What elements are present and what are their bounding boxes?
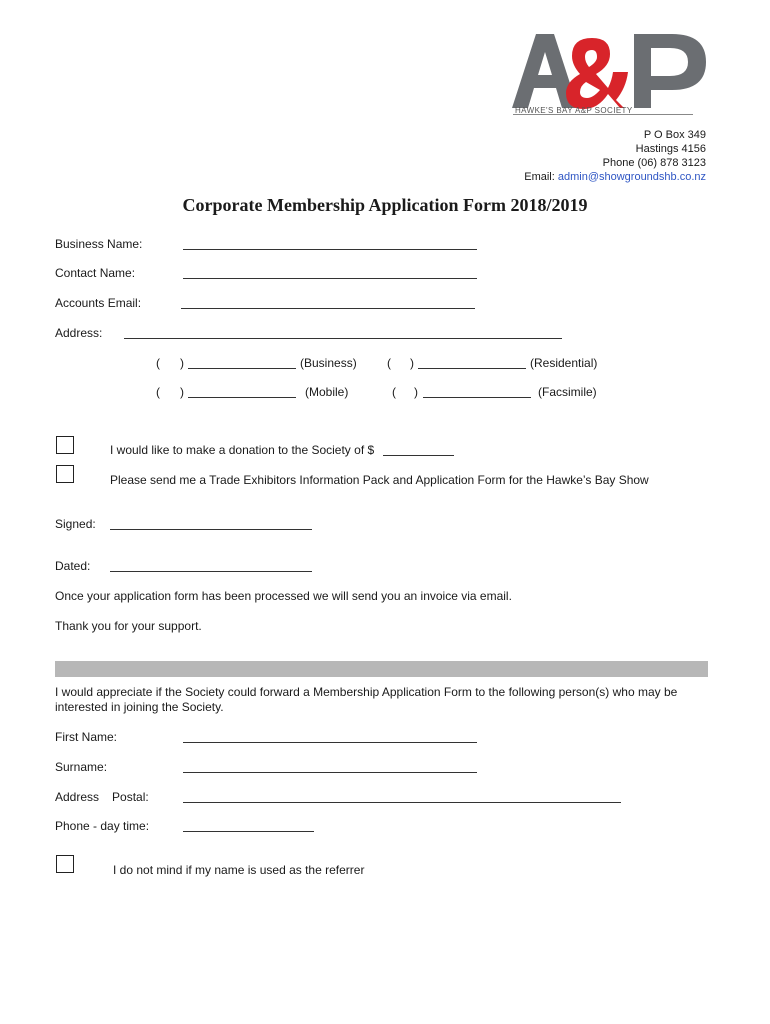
email-label: Email: — [524, 171, 558, 183]
phone-day-field[interactable] — [183, 831, 314, 832]
referrer-checkbox[interactable] — [56, 855, 74, 873]
business-label: (Business) — [300, 356, 357, 370]
referral-address-label: Address — [55, 790, 100, 804]
contact-name-label: Contact Name: — [55, 266, 136, 280]
business-name-label: Business Name: — [55, 237, 143, 251]
address-label: Address: — [55, 326, 103, 340]
mobile-label: (Mobile) — [305, 385, 349, 399]
address-postal-label — [55, 790, 149, 805]
referral-intro: I would appreciate if the Society could forward a Membership Application Form to the following person(s) who may be interested in joining the Society. — [55, 685, 678, 714]
residential-label: (Residential) — [530, 356, 598, 370]
dated-field[interactable] — [110, 571, 312, 572]
first-name-label: First Name: — [55, 730, 118, 744]
postal-address-field[interactable] — [183, 802, 621, 803]
phone: Phone (06) 878 3123 — [602, 157, 706, 169]
postal-label: Postal: — [112, 790, 149, 804]
logo-underline — [513, 114, 693, 115]
referrer-text: I do not mind if my name is used as the referrer — [113, 863, 365, 877]
donation-amount-field[interactable] — [383, 455, 454, 456]
trade-pack-checkbox[interactable] — [56, 465, 74, 483]
mobile-paren-open: ( — [156, 385, 160, 399]
society-name: HAWKE'S BAY A&P SOCIETY — [515, 106, 633, 115]
facsimile-paren-close: ) — [414, 385, 418, 399]
signed-label: Signed: — [55, 517, 96, 531]
residential-phone-field[interactable] — [418, 368, 526, 369]
surname-label: Surname: — [55, 760, 108, 774]
business-phone-field[interactable] — [188, 368, 296, 369]
facsimile-paren-open: ( — [392, 385, 396, 399]
thanks-note: Thank you for your support. — [55, 619, 202, 633]
facsimile-field[interactable] — [423, 397, 531, 398]
email-line — [524, 170, 706, 184]
accounts-email-field[interactable] — [181, 308, 475, 309]
po-box: P O Box 349 — [643, 129, 706, 141]
processed-note: Once your application form has been processed we will send you an invoice via email. — [55, 589, 512, 603]
mobile-phone-field[interactable] — [188, 397, 296, 398]
accounts-email-label: Accounts Email: — [55, 296, 142, 310]
signed-field[interactable] — [110, 529, 312, 530]
first-name-field[interactable] — [183, 742, 477, 743]
logo — [512, 30, 712, 115]
business-paren-open: ( — [156, 356, 160, 370]
mobile-paren-close: ) — [180, 385, 184, 399]
residential-paren-close: ) — [410, 356, 414, 370]
donation-checkbox[interactable] — [56, 436, 74, 454]
phone-day-label: Phone - day time: — [55, 819, 150, 833]
donation-text: I would like to make a donation to the Society of $ — [110, 443, 375, 457]
logo-graphic — [512, 30, 712, 115]
residential-paren-open: ( — [387, 356, 391, 370]
facsimile-label: (Facsimile) — [538, 385, 597, 399]
address-field[interactable] — [124, 338, 562, 339]
dated-label: Dated: — [55, 559, 91, 573]
business-name-field[interactable] — [183, 249, 477, 250]
business-paren-close: ) — [180, 356, 184, 370]
email-link[interactable]: admin@showgroundshb.co.nz — [557, 171, 706, 183]
section-divider — [55, 661, 708, 677]
trade-pack-text: Please send me a Trade Exhibitors Information Pack and Application Form for the Hawke’s Bay Show — [110, 473, 649, 487]
contact-name-field[interactable] — [183, 278, 477, 279]
surname-field[interactable] — [183, 772, 477, 773]
page-title: Corporate Membership Application Form 2018/2019 — [182, 195, 588, 215]
city: Hastings 4156 — [635, 143, 706, 155]
